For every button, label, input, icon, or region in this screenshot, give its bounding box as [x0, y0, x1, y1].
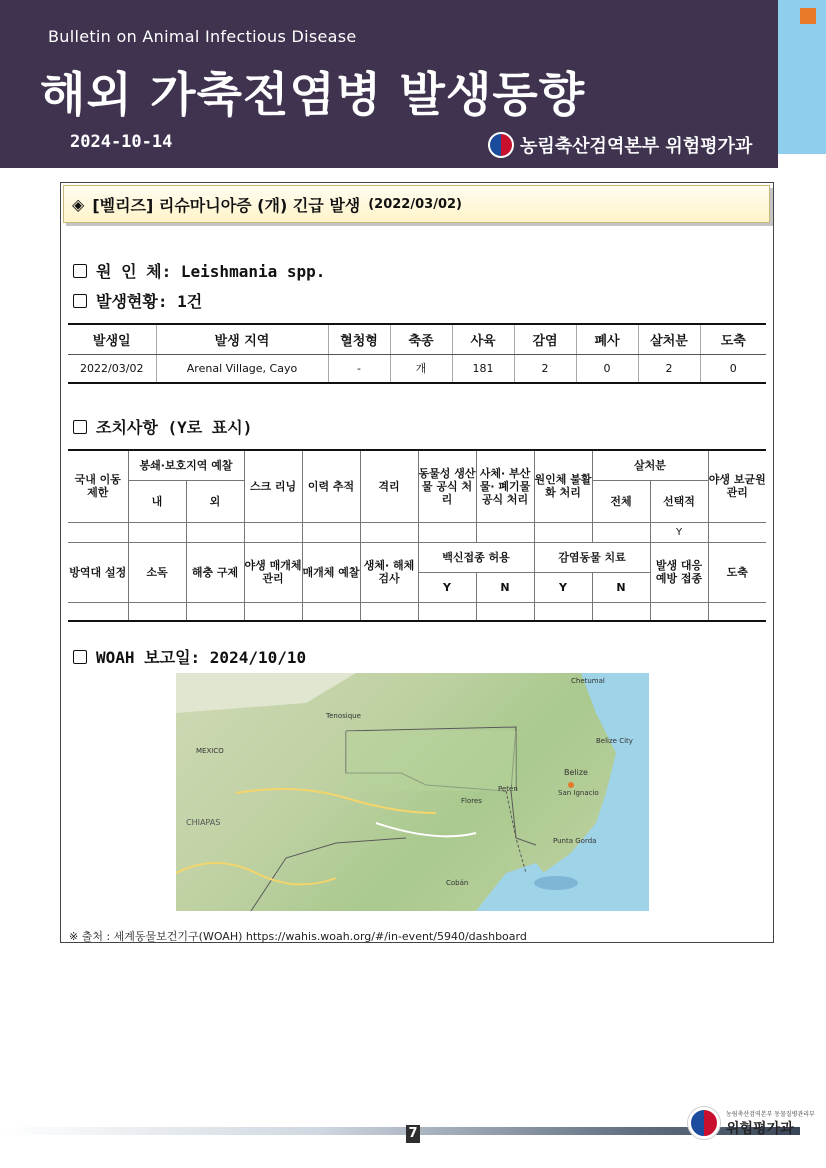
page-title: 해외 가축전염병 발생동향 [40, 68, 586, 123]
outbreak-table [68, 323, 766, 384]
measure-screening: 스크 리닝 [244, 450, 302, 522]
measure-zone-out: 외 [186, 480, 244, 522]
checkbox-square-icon [73, 420, 87, 434]
table-cell: 2 [514, 354, 576, 383]
measures-title: 조치사항 (Y로 표시) [96, 418, 253, 437]
measures-line [73, 415, 252, 438]
map-label-belize: Belize [564, 768, 588, 777]
org-name [488, 132, 752, 158]
checkbox-square-icon [73, 264, 87, 278]
taeguk-logo-icon [488, 132, 514, 158]
table-cell: 0 [576, 354, 638, 383]
measure-treatment: 감염동물 치료 [534, 542, 650, 572]
col-header: 감염 [514, 324, 576, 354]
pathogen-text: 원 인 체: Leishmania spp. [96, 262, 326, 281]
measure-inactivation: 원인체 불활화 처리 [534, 450, 592, 522]
taeguk-logo-icon [688, 1107, 720, 1139]
treatment-y: Y [534, 572, 592, 602]
table-cell: 181 [452, 354, 514, 383]
measure-disinfect: 소독 [128, 542, 186, 602]
measure-domestic: 국내 이동 제한 [68, 450, 128, 522]
cull-selective-value: Y [650, 522, 708, 542]
table-cell: - [328, 354, 390, 383]
measure-vacc-response: 발생 대응 예방 접종 [650, 542, 708, 602]
table-cell: Arenal Village, Cayo [156, 354, 328, 383]
footer-org-small: 농림축산검역본부 동물질병관리부 [726, 1110, 815, 1118]
report-panel [60, 182, 774, 943]
footer-logo [688, 1107, 815, 1139]
measure-dismantle: 생체· 해체 검사 [360, 542, 418, 602]
col-header: 발생일 [68, 324, 156, 354]
table-cell: 2 [638, 354, 700, 383]
checkbox-square-icon [73, 650, 87, 664]
diamond-icon: ◈ [72, 194, 85, 214]
col-header: 혈청형 [328, 324, 390, 354]
table-row [68, 522, 766, 542]
map-label-peten: Petén [498, 785, 518, 793]
measure-zone: 봉쇄·보호지역 예찰 [128, 450, 244, 480]
measure-trace: 이력 추적 [302, 450, 360, 522]
section-title [63, 185, 770, 223]
map-graphic [176, 673, 649, 911]
map-label-punta-gorda: Punta Gorda [553, 837, 597, 845]
checkbox-square-icon [73, 294, 87, 308]
measure-quarantine: 격리 [360, 450, 418, 522]
map-label-belize-city: Belize City [596, 737, 633, 745]
measure-zone-in: 내 [128, 480, 186, 522]
measure-vector-surv: 매개체 예찰 [302, 542, 360, 602]
vaccine-y: Y [418, 572, 476, 602]
col-header: 발생 지역 [156, 324, 328, 354]
page-number: 7 [406, 1125, 420, 1143]
map-label-mexico: MEXICO [196, 747, 224, 755]
col-header: 축종 [390, 324, 452, 354]
section-title-text: [벨리즈] 리슈마니아증 (개) 긴급 발생 [92, 195, 361, 215]
status-line [73, 289, 202, 312]
table-row [68, 602, 766, 621]
footer-bar [0, 1127, 800, 1135]
header-banner [0, 0, 778, 168]
measure-cull-all: 전체 [592, 480, 650, 522]
measure-zoning: 방역대 설정 [68, 542, 128, 602]
source-note: ※ 출처 : 세계동물보건기구(WOAH) https://wahis.woah.org/#/in-event/5940/dashboard [69, 930, 527, 943]
issue-date: 2024-10-14 [70, 132, 173, 152]
col-header: 도축 [700, 324, 766, 354]
woah-date: WOAH 보고일: 2024/10/10 [96, 648, 307, 667]
measure-cull-selective: 선택적 [650, 480, 708, 522]
table-cell: 2022/03/02 [68, 354, 156, 383]
vaccine-n: N [476, 572, 534, 602]
outbreak-map[interactable] [176, 673, 649, 911]
map-label-san-ignacio: San Ignacio [558, 789, 599, 797]
measure-slaughter: 도축 [708, 542, 766, 602]
col-header: 폐사 [576, 324, 638, 354]
measure-carcass: 사체· 부산물· 폐기물 공식 처리 [476, 450, 534, 522]
org-label: 농림축산검역본부 위험평가과 [520, 136, 753, 157]
measure-wildlife-reservoir: 야생 보균원 관리 [708, 450, 766, 522]
woah-line [73, 645, 306, 668]
treatment-n: N [592, 572, 650, 602]
measure-wild-vector: 야생 매개체 관리 [244, 542, 302, 602]
measure-pest: 해충 구제 [186, 542, 244, 602]
measure-culling: 살처분 [592, 450, 708, 480]
footer-org-big: 위험평가과 [726, 1120, 794, 1137]
measure-vaccine: 백신접종 허용 [418, 542, 534, 572]
table-cell: 0 [700, 354, 766, 383]
map-label-tenosique: Tenosique [326, 712, 361, 720]
header-accent-square [800, 8, 816, 24]
measure-products: 동물성 생산물 공식 처리 [418, 450, 476, 522]
footer-logo-text [726, 1109, 815, 1138]
map-label-chetumal: Chetumal [571, 677, 605, 685]
section-date: (2022/03/02) [368, 196, 462, 212]
table-row [68, 354, 766, 383]
map-label-chiapas: CHIAPAS [186, 818, 221, 827]
pathogen-line [73, 259, 325, 282]
table-cell: 개 [390, 354, 452, 383]
measures-table [68, 449, 766, 622]
map-label-coban: Cobán [446, 879, 469, 887]
col-header: 살처분 [638, 324, 700, 354]
map-label-flores: Flores [461, 797, 482, 805]
status-text: 발생현황: 1건 [96, 292, 203, 311]
outbreak-table-header [68, 324, 766, 354]
bulletin-name: Bulletin on Animal Infectious Disease [48, 27, 357, 46]
col-header: 사육 [452, 324, 514, 354]
